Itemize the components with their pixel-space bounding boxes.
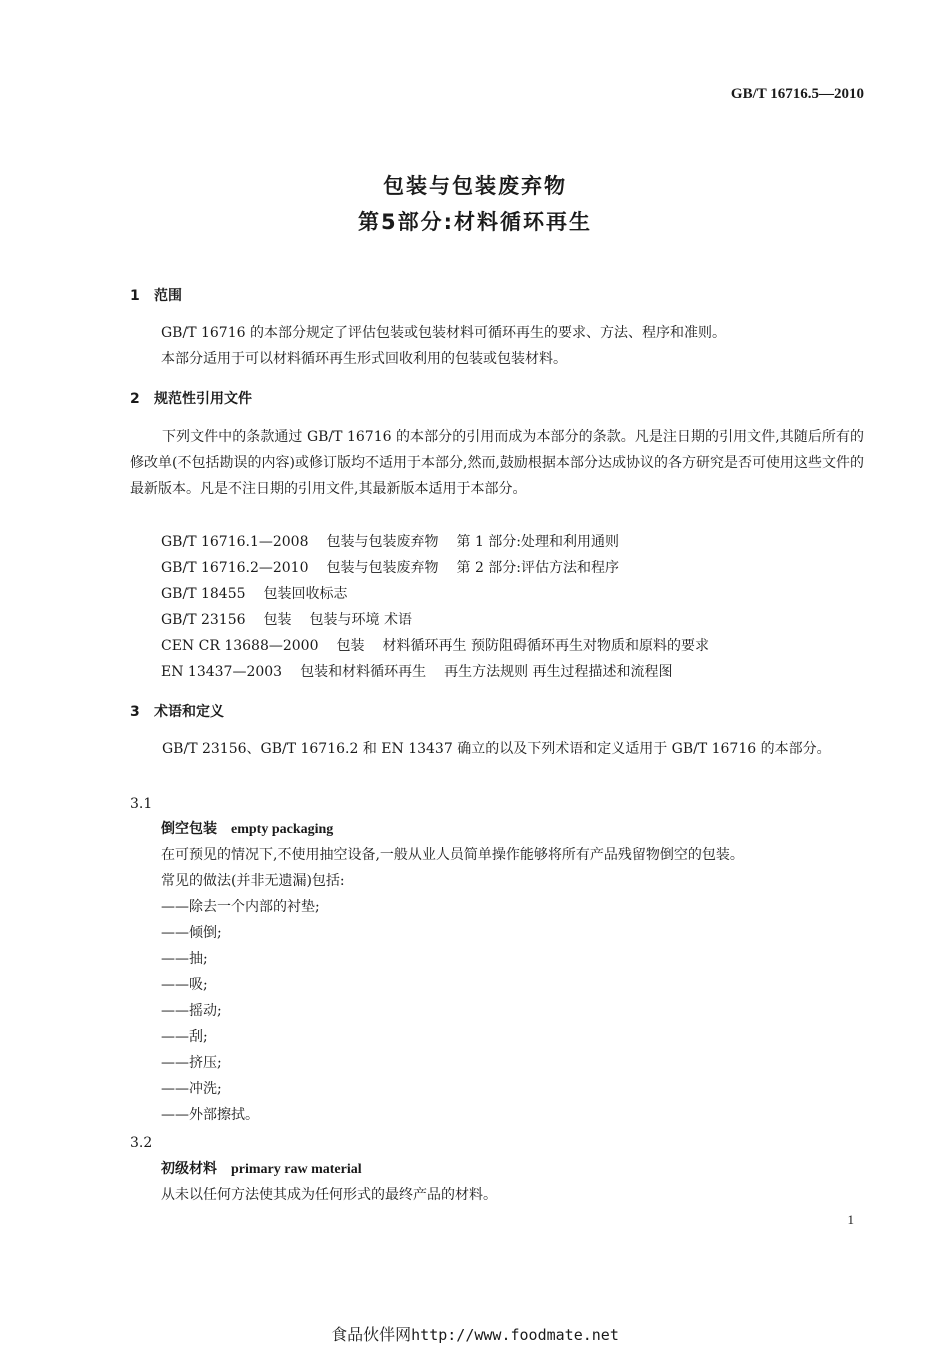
reference-title: 包装与包装废弃物 [326, 534, 439, 550]
reference-title: 包装与包装废弃物 [326, 560, 439, 576]
reference-code: GB/T 23156 [161, 612, 246, 628]
section-number: 1 [130, 288, 140, 304]
reference-extra: 第 1 部分:处理和利用通则 [456, 534, 620, 550]
document-subtitle: 第5部分:材料循环再生 [357, 210, 592, 234]
reference-code: CEN CR 13688—2000 [161, 638, 319, 654]
reference-item [161, 555, 619, 581]
reference-extra: 第 2 部分:评估方法和程序 [456, 560, 620, 576]
standard-code: GB/T 16716.5—2010 [730, 86, 864, 102]
page-number: 1 [847, 1212, 854, 1227]
list-item: ——倾倒; [161, 925, 222, 941]
reference-item [161, 659, 673, 685]
reference-code: GB/T 16716.1—2008 [161, 534, 309, 550]
section-title: 规范性引用文件 [154, 391, 252, 407]
term-en: empty packaging [231, 822, 334, 837]
section-3-heading [130, 701, 224, 721]
reference-title: 包装 [336, 638, 365, 654]
section-title: 术语和定义 [154, 704, 224, 720]
reference-item [161, 581, 348, 607]
section-1-paragraph: 本部分适用于可以材料循环再生形式回收利用的包装或包装材料。 [161, 351, 567, 367]
section-number: 2 [130, 391, 140, 407]
footer-url[interactable]: http://www.foodmate.net [411, 1326, 619, 1344]
reference-code: EN 13437—2003 [161, 664, 283, 680]
reference-title: 包装 [263, 612, 292, 628]
footer-watermark [0, 1322, 950, 1345]
reference-extra: 材料循环再生 预防阻碍循环再生对物质和原料的要求 [382, 638, 709, 654]
reference-code: GB/T 16716.2—2010 [161, 560, 309, 576]
section-2-heading [130, 388, 252, 408]
list-item: ——刮; [161, 1029, 208, 1045]
section-2-intro: 下列文件中的条款通过 GB/T 16716 的本部分的引用而成为本部分的条款。凡是注日期的引用文件,其随后所有的修改单(不包括勘误的内容)或修订版均不适用于本部分,然而,鼓励根据本部分达成协议的各方研究是否可使用这些文件的最新版本。凡是不注日期的引用文件,其最新版本适用于本部分。 [130, 429, 864, 497]
list-item: ——挤压; [161, 1055, 222, 1071]
reference-title: 包装和材料循环再生 [300, 664, 427, 680]
term-heading [161, 1156, 362, 1183]
reference-extra: 再生方法规则 再生过程描述和流程图 [444, 664, 673, 680]
clause-number: 3.1 [130, 796, 153, 812]
term-cn: 倒空包装 [161, 821, 217, 837]
term-heading [161, 816, 333, 843]
clause-number: 3.2 [130, 1135, 153, 1151]
section-title: 范围 [154, 288, 182, 304]
term-cn: 初级材料 [161, 1161, 217, 1177]
list-item: ——吸; [161, 977, 208, 993]
reference-item [161, 633, 709, 659]
list-item: ——抽; [161, 951, 208, 967]
section-1-heading [130, 285, 182, 305]
reference-extra: 包装与环境 术语 [309, 612, 412, 628]
section-number: 3 [130, 704, 140, 720]
term-note: 常见的做法(并非无遗漏)包括: [161, 873, 345, 889]
list-item: ——冲洗; [161, 1081, 222, 1097]
footer-site-name: 食品伙伴网 [331, 1325, 412, 1344]
list-item: ——除去一个内部的衬垫; [161, 899, 320, 915]
document-title: 包装与包装废弃物 [383, 174, 567, 198]
reference-item [161, 529, 619, 555]
list-item: ——外部擦拭。 [161, 1107, 259, 1123]
reference-item [161, 607, 412, 633]
reference-code: GB/T 18455 [161, 586, 246, 602]
reference-title: 包装回收标志 [263, 586, 348, 602]
term-en: primary raw material [231, 1162, 362, 1177]
list-item: ——摇动; [161, 1003, 222, 1019]
term-definition: 在可预见的情况下,不使用抽空设备,一般从业人员简单操作能够将所有产品残留物倒空的包装。 [161, 847, 744, 863]
section-1-paragraph: GB/T 16716 的本部分规定了评估包装或包装材料可循环再生的要求、方法、程序和准则。 [161, 325, 726, 341]
term-definition: 从未以任何方法使其成为任何形式的最终产品的材料。 [161, 1187, 497, 1203]
section-3-intro: GB/T 23156、GB/T 16716.2 和 EN 13437 确立的以及下列术语和定义适用于 GB/T 16716 的本部分。 [162, 741, 831, 757]
